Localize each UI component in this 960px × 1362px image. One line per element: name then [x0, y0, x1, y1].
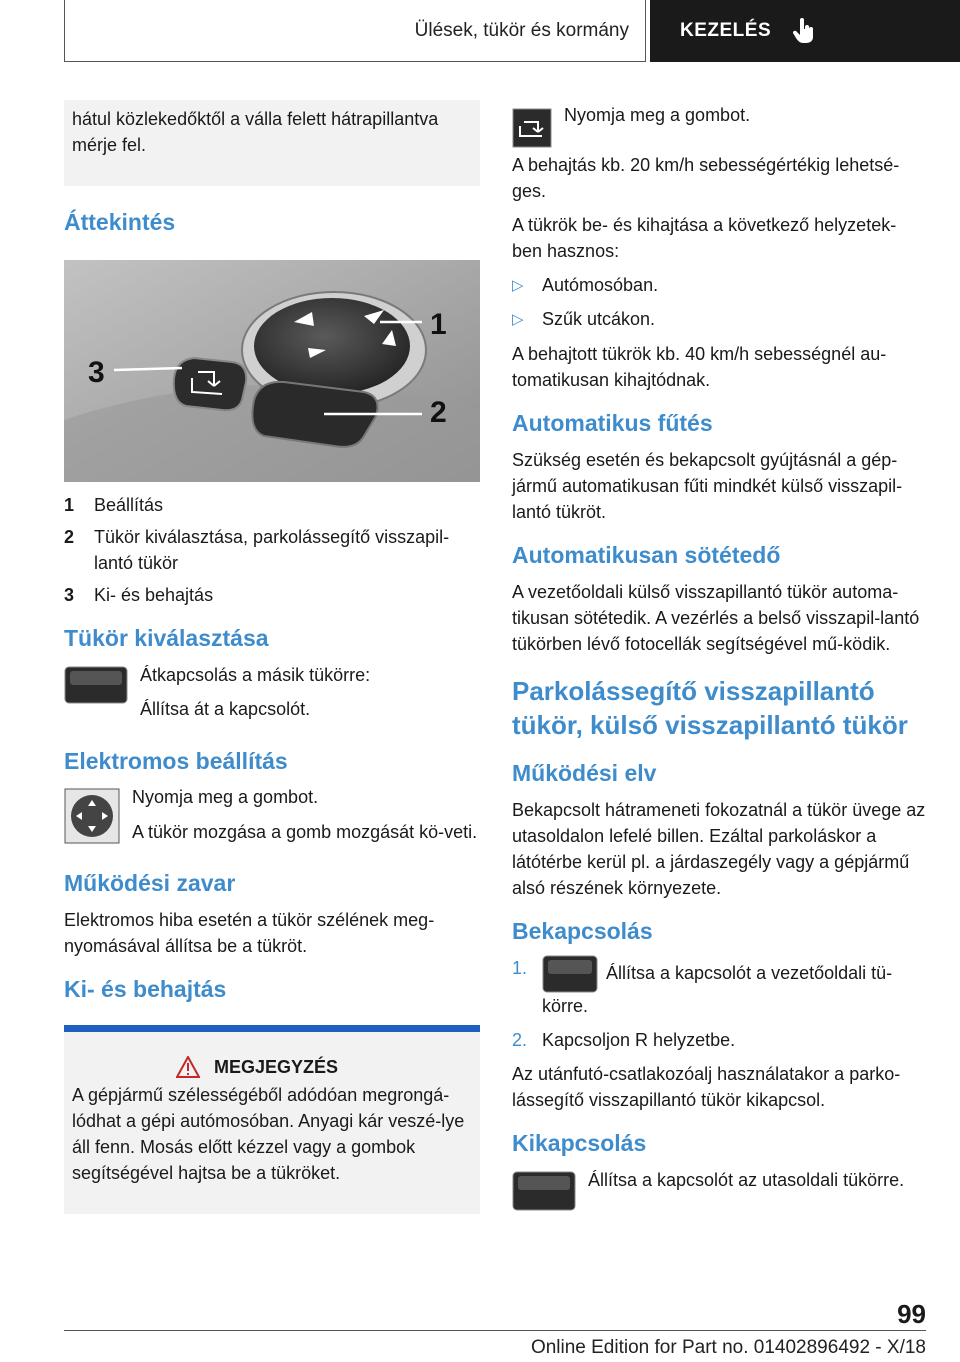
- warning-triangle-icon: [176, 1056, 200, 1078]
- paragraph: Bekapcsolt hátrameneti fokozatnál a tükör üvege az utasoldalon lefelé billen. Ezáltal parkoláskor a látótérbe kerül pl. a járdaszegély vagy a gépjármű alsó részének környezete.: [512, 799, 926, 898]
- paragraph: A tükrök be- és kihajtása a következő helyzetek-ben hasznos:: [512, 215, 897, 262]
- step-number: 2.: [512, 1029, 528, 1050]
- edition-note: Online Edition for Part no. 01402896492 - X/18: [530, 1337, 926, 1358]
- mirror-selection-text: [140, 662, 370, 730]
- right-column: [512, 100, 926, 1215]
- fold-button-block: [512, 100, 926, 148]
- list-item-text: Szűk utcákon.: [542, 309, 656, 330]
- heading-fold: Ki- és behajtás: [64, 975, 227, 1002]
- chapter-title: KEZELÉS: [680, 20, 772, 42]
- paragraph: Nyomja meg a gombot.: [564, 105, 751, 125]
- legend-number: 2: [64, 527, 75, 548]
- bullet-triangle-icon: ▷: [512, 277, 524, 295]
- electric-adjustment-block: [64, 784, 480, 852]
- continued-note: [64, 100, 480, 186]
- paragraph: A behajtás kb. 20 km/h sebességértékig lehetsé-ges.: [512, 155, 900, 202]
- paragraph: Állítsa át a kapcsolót.: [140, 699, 311, 720]
- heading-switch-on: Bekapcsolás: [512, 917, 653, 944]
- paragraph: Az utánfutó-csatlakozóalj használatakor a parko-lássegítő visszapillantó tükör kikapcsol.: [512, 1064, 901, 1111]
- paragraph: Szükség esetén és bekapcsolt gyújtásnál a gép-jármű automatikusan fűti mindkét külső visszapil-lantó tükröt.: [512, 449, 903, 522]
- legend-text: Ki- és behajtás: [94, 585, 214, 606]
- continued-note-text: hátul közlekedőktől a válla felett hátrapillantva mérje fel.: [72, 109, 439, 156]
- mirror-selection-block: [64, 662, 480, 730]
- page-number: 99: [897, 1299, 926, 1329]
- warning-box: [64, 1025, 480, 1214]
- warning-header: [72, 1054, 472, 1080]
- heading-overview: Áttekintés: [64, 209, 176, 236]
- figure-callout-1: 1: [430, 308, 447, 342]
- paragraph: Nyomja meg a gombot.: [132, 787, 319, 808]
- heading-mirror-selection: Tükör kiválasztása: [64, 625, 269, 652]
- fold-mirror-button-icon: [512, 108, 552, 148]
- legend-item: [64, 582, 480, 608]
- electric-adjustment-text: [132, 784, 477, 852]
- step-item: [512, 1027, 926, 1053]
- mirror-controls-figure: [64, 260, 480, 482]
- step-text: Állítsa a kapcsolót a vezetőoldali tü-körre.: [542, 962, 893, 1016]
- paragraph: A vezetőoldali külső visszapillantó tükör automa-tikusan sötétedik. A vezérlés a belső visszapil-lantó tükörben lévő fotocellák segítségével mű-ködik.: [512, 581, 920, 654]
- fold-button-text: [564, 100, 750, 136]
- legend-number: 1: [64, 495, 75, 516]
- list-item: [512, 306, 926, 332]
- step-item: [512, 955, 926, 1019]
- list-item: [512, 272, 926, 298]
- heading-switch-off: Kikapcsolás: [512, 1130, 647, 1157]
- direction-pad-icon: [64, 788, 120, 844]
- hand-pointer-icon: [793, 18, 817, 44]
- step-text: Kapcsoljon R helyzetbe.: [542, 1029, 736, 1050]
- heading-auto-dimming: Automatikusan sötétedő: [512, 541, 781, 568]
- figure-callout-3: 3: [88, 356, 105, 390]
- malfunction-text: Elektromos hiba esetén a tükör szélének meg-nyomásával állítsa be a tükröt.: [64, 909, 435, 956]
- legend-text: Tükör kiválasztása, parkolássegítő visszapil-lantó tükör: [94, 527, 450, 574]
- heading-parking-mirror: Parkolássegítő visszapillantó tükör, külső visszapillantó tükör: [512, 676, 908, 740]
- figure-legend: [64, 492, 480, 608]
- footer-divider: [64, 1330, 926, 1331]
- figure-callout-2: 2: [430, 396, 447, 430]
- warning-title: MEGJEGYZÉS: [213, 1056, 339, 1077]
- legend-item: [64, 524, 480, 576]
- paragraph: A tükör mozgása a gomb mozgását kö-veti.: [132, 821, 478, 842]
- mirror-controls-illustration: [64, 260, 480, 482]
- warning-text: A gépjármű szélességéből adódóan megrongá-lódhat a gépi autómosóban. Anyagi kár veszé-lye áll fenn. Mosás előtt kézzel vagy a gombok segítségével hajtsa be a tükröket.: [72, 1084, 465, 1183]
- list-item-text: Autómosóban.: [542, 275, 659, 296]
- page-header: [64, 0, 960, 66]
- legend-item: [64, 492, 480, 518]
- left-column: [64, 100, 480, 1214]
- section-title: Ülések, tükör és kormány: [64, 0, 646, 62]
- heading-malfunction: Működési zavar: [64, 869, 236, 896]
- paragraph: Állítsa a kapcsolót az utasoldali tükörre.: [588, 1170, 905, 1191]
- paragraph: A behajtott tükrök kb. 40 km/h sebességnél au-tomatikusan kihajtódnak.: [512, 343, 887, 390]
- selector-switch-icon: [512, 1171, 576, 1211]
- legend-number: 3: [64, 585, 75, 606]
- switch-off-text: [588, 1167, 904, 1201]
- heading-electric-adjustment: Elektromos beállítás: [64, 747, 288, 774]
- legend-text: Beállítás: [94, 495, 164, 516]
- chapter-tab: [650, 0, 960, 62]
- selector-switch-icon: [542, 955, 598, 993]
- step-content: [542, 955, 926, 1019]
- switch-off-block: [512, 1167, 926, 1211]
- selector-switch-icon: [64, 666, 128, 704]
- bullet-triangle-icon: ▷: [512, 311, 524, 329]
- heading-principle: Működési elv: [512, 759, 657, 786]
- heading-auto-heating: Automatikus fűtés: [512, 409, 713, 436]
- step-number: 1.: [512, 957, 528, 978]
- paragraph: Átkapcsolás a másik tükörre:: [140, 665, 371, 686]
